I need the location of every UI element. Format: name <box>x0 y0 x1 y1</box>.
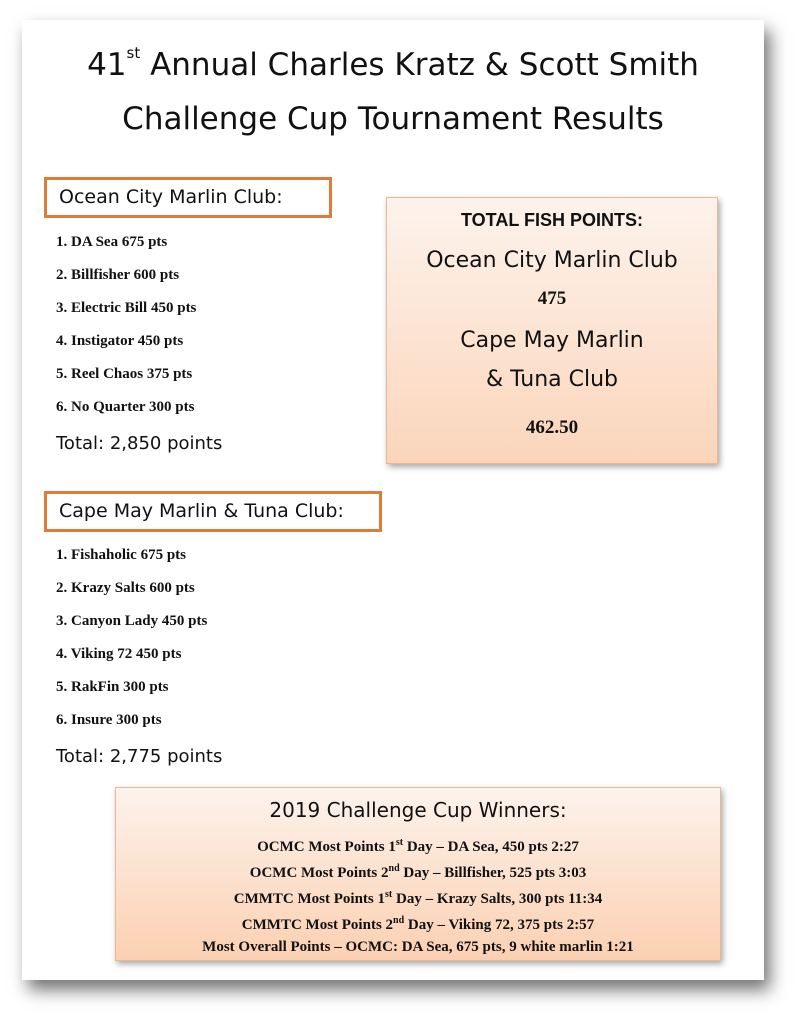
results-page <box>22 20 764 980</box>
winner-text: CMMTC Most Points 2 <box>241 917 394 933</box>
winner-entry <box>116 936 720 958</box>
title-text: Annual Charles Kratz & Scott Smith <box>140 47 699 83</box>
ordinal-suffix: st <box>385 889 393 900</box>
fish-points-club-cape-may-line-1: Cape May Marlin <box>460 328 644 353</box>
winners-list <box>116 832 720 958</box>
winner-text: OCMC Most Points 2 <box>249 865 389 881</box>
page-title-line-1 <box>22 43 764 84</box>
title-number: 41 <box>87 47 127 83</box>
boat-entry: 6. Insure 300 pts <box>56 712 162 728</box>
winner-entry <box>116 832 720 858</box>
winner-text: CMMTC Most Points 1 <box>233 891 385 907</box>
club-boat-list-ocean-city <box>56 232 196 430</box>
winner-text: Day – Krazy Salts, 300 pts 11:34 <box>392 891 603 907</box>
winner-entry <box>116 858 720 884</box>
club-heading-ocean-city: Ocean City Marlin Club: <box>44 177 332 218</box>
fish-points-club-cape-may-line-2: & Tuna Club <box>486 367 618 392</box>
fish-points-value-ocean-city: 475 <box>537 288 567 309</box>
ordinal-suffix: st <box>395 837 404 848</box>
boat-entry: 3. Electric Bill 450 pts <box>56 300 197 316</box>
winner-entry <box>116 910 720 936</box>
boat-entry: 1. DA Sea 675 pts <box>56 234 168 250</box>
winner-text: Day – Billfisher, 525 pts 3:03 <box>399 865 587 881</box>
winners-box <box>115 787 721 961</box>
fish-points-heading: TOTAL FISH POINTS: <box>460 210 643 230</box>
club-boat-list-cape-may <box>56 545 207 743</box>
boat-entry: 1. Fishaholic 675 pts <box>56 547 187 563</box>
club-total-ocean-city: Total: 2,850 points <box>56 433 223 454</box>
title-ordinal-suffix: st <box>126 43 141 62</box>
fish-points-club-ocean-city: Ocean City Marlin Club <box>426 248 678 273</box>
club-heading-cape-may: Cape May Marlin & Tuna Club: <box>44 491 382 532</box>
ordinal-suffix: nd <box>393 915 405 926</box>
boat-entry: 4. Instigator 450 pts <box>56 333 184 349</box>
boat-entry: 3. Canyon Lady 450 pts <box>56 613 208 629</box>
boat-entry: 5. Reel Chaos 375 pts <box>56 366 193 382</box>
fish-points-value-cape-may: 462.50 <box>525 417 579 438</box>
club-total-cape-may: Total: 2,775 points <box>56 746 223 767</box>
winner-text: OCMC Most Points 1 <box>257 839 396 855</box>
winner-text: Most Overall Points – OCMC: DA Sea, 675 pts, 9 white marlin 1:21 <box>202 939 634 955</box>
boat-entry: 2. Billfisher 600 pts <box>56 267 180 283</box>
winner-text: Day – Viking 72, 375 pts 2:57 <box>404 917 595 933</box>
boat-entry: 2. Krazy Salts 600 pts <box>56 580 195 596</box>
winners-title: 2019 Challenge Cup Winners: <box>269 798 567 822</box>
winner-text: Day – DA Sea, 450 pts 2:27 <box>403 839 579 855</box>
total-fish-points-box <box>386 197 718 464</box>
winner-entry <box>116 884 720 910</box>
ordinal-suffix: nd <box>388 863 400 874</box>
page-title-line-2: Challenge Cup Tournament Results <box>122 101 664 137</box>
boat-entry: 5. RakFin 300 pts <box>56 679 169 695</box>
boat-entry: 6. No Quarter 300 pts <box>56 399 195 415</box>
boat-entry: 4. Viking 72 450 pts <box>56 646 182 662</box>
